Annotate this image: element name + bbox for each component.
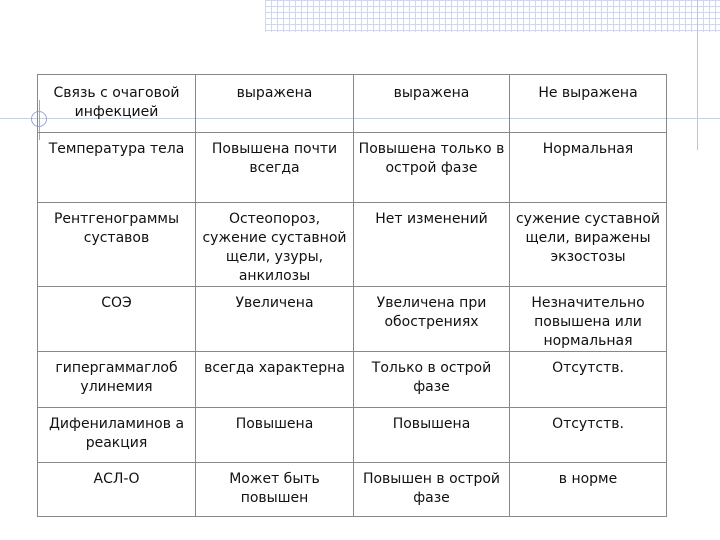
- table-cell: Дифениламинов а реакция: [38, 408, 196, 463]
- comparison-table: [37, 74, 667, 517]
- table-cell: Температура тела: [38, 133, 196, 203]
- table-cell: в норме: [510, 463, 667, 517]
- table-cell: Незначительно повышена или нормальная: [510, 287, 667, 352]
- table-row: [38, 287, 667, 352]
- table-cell: Увеличена при обострениях: [354, 287, 510, 352]
- table-cell: Рентгенограммы суставов: [38, 203, 196, 287]
- table-cell: Повышена почти всегда: [196, 133, 354, 203]
- table-cell: Повышена: [196, 408, 354, 463]
- decorative-grid: [265, 0, 720, 32]
- decorative-vertical-line: [697, 0, 698, 150]
- table-cell: всегда характерна: [196, 352, 354, 408]
- table-cell: выражена: [354, 75, 510, 133]
- table-cell: АСЛ-О: [38, 463, 196, 517]
- table-cell: СОЭ: [38, 287, 196, 352]
- table-cell: Повышена только в острой фазе: [354, 133, 510, 203]
- table-cell: Только в острой фазе: [354, 352, 510, 408]
- table-cell: Нет изменений: [354, 203, 510, 287]
- table-cell: сужение суставной щели, виражены экзостозы: [510, 203, 667, 287]
- table-row: [38, 408, 667, 463]
- table-cell: Увеличена: [196, 287, 354, 352]
- table-cell: гипергаммаглоб улинемия: [38, 352, 196, 408]
- table-cell: Повышена: [354, 408, 510, 463]
- table-row: [38, 75, 667, 133]
- table-cell: Отсутств.: [510, 352, 667, 408]
- table-row: [38, 352, 667, 408]
- table-cell: Остеопороз, сужение суставной щели, узуры, анкилозы: [196, 203, 354, 287]
- table-cell: Связь с очаговой инфекцией: [38, 75, 196, 133]
- table-cell: Нормальная: [510, 133, 667, 203]
- table-cell: Может быть повышен: [196, 463, 354, 517]
- table-cell: Отсутств.: [510, 408, 667, 463]
- table-cell: Повышен в острой фазе: [354, 463, 510, 517]
- table-row: [38, 133, 667, 203]
- table-row: [38, 203, 667, 287]
- table-row: [38, 463, 667, 517]
- table-cell: выражена: [196, 75, 354, 133]
- table-cell: Не выражена: [510, 75, 667, 133]
